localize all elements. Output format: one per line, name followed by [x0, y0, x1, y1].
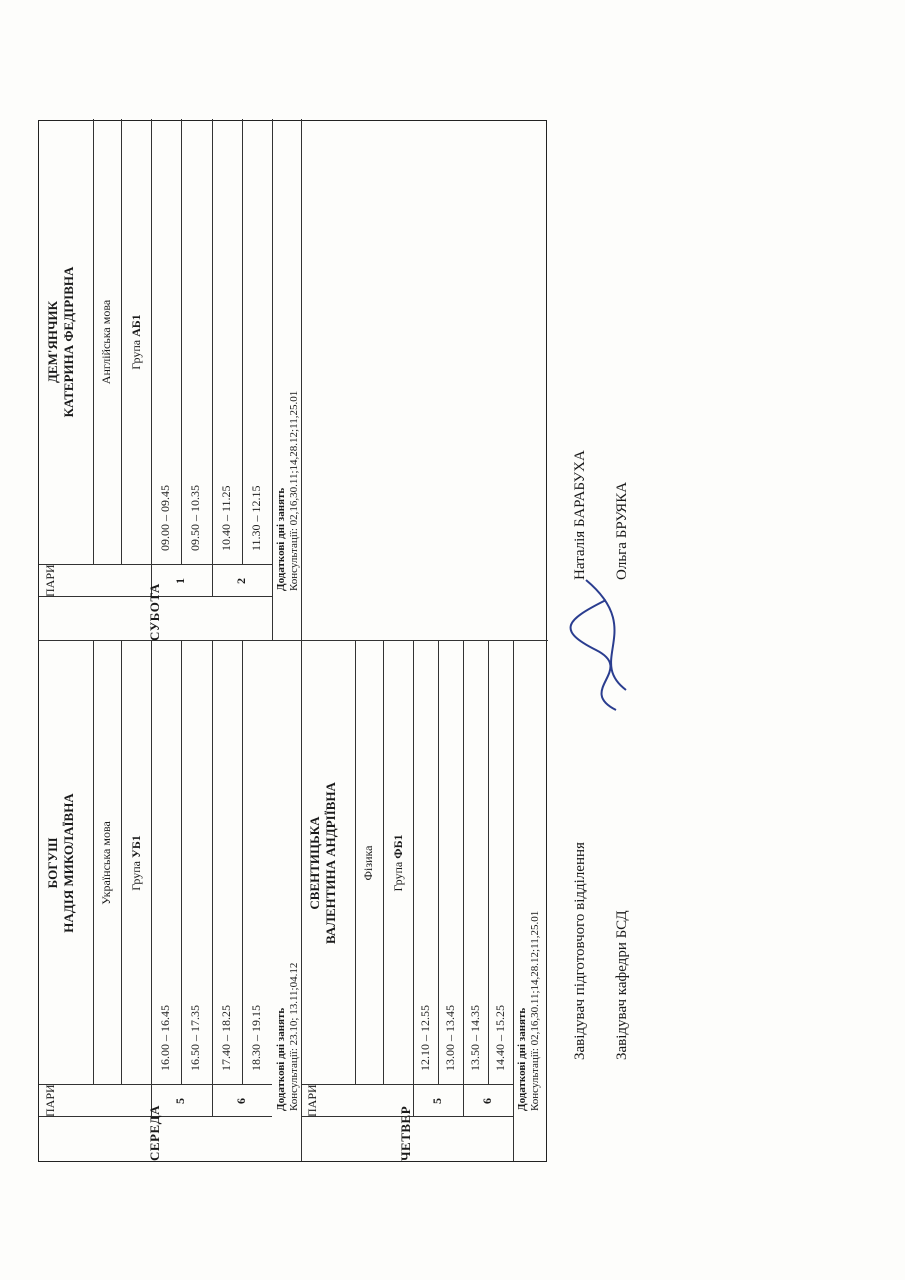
table-line [121, 119, 122, 565]
pair-number-a-thu: 5 [430, 1098, 444, 1104]
time-slot-thu-3: 14.40 – 15.25 [492, 1005, 507, 1071]
pair-number-b-sat: 2 [233, 578, 248, 584]
table-line [212, 641, 213, 1085]
day-label-wed: СЕРЕДА [146, 1104, 162, 1161]
group-wed [129, 641, 144, 1085]
group-code: УБ1 [129, 835, 143, 858]
extra-days-thu: Додаткові дні занять [516, 1007, 528, 1111]
time-slot-sat-2: 10.40 – 11.25 [218, 485, 233, 551]
consultations-thu: Консультації: 02,16,30.11;14,28.12;11,25.01 [529, 910, 541, 1111]
group-sat [129, 119, 144, 565]
group-prefix: Група [129, 857, 143, 891]
footer-name-2: Ольга БРУЯКА [614, 481, 630, 580]
table-line [488, 641, 489, 1085]
footer-role-1: Завідувач підготовчого відділення [572, 842, 588, 1060]
table-line [121, 641, 122, 1085]
pair-number-b-wed: 6 [233, 1098, 248, 1104]
group-prefix: Група [129, 336, 143, 370]
table-line [383, 641, 384, 1085]
table-line [242, 119, 243, 565]
time-slot-thu-0: 12.10 – 12.55 [417, 1005, 432, 1071]
table-line [355, 641, 356, 1085]
table-line [212, 1085, 213, 1117]
table-line [438, 641, 439, 1085]
table-line [242, 641, 243, 1085]
consultations-sat: Консультації: 02,16,30.11;14,28.12;11,25.01 [288, 390, 300, 591]
table-line [151, 119, 152, 597]
subject-wed: Українська мова [99, 821, 113, 905]
teacher-surname-wed: БОГУШ [45, 837, 60, 889]
time-slot-wed-3: 18.30 – 19.15 [248, 1005, 263, 1071]
teacher-name-wed: НАДІЯ МИКОЛАЇВНА [61, 793, 76, 933]
pairs-header-wed: ПАРИ [43, 1084, 57, 1117]
table-line [212, 119, 213, 565]
subject-thu: Фізика [361, 845, 375, 881]
pairs-header-thu: ПАРИ [305, 1084, 319, 1117]
time-slot-wed-0: 16.00 – 16.45 [158, 1005, 173, 1071]
group-thu [391, 641, 406, 1085]
day-label-sat: СУБОТА [146, 583, 162, 641]
table-line [463, 641, 464, 1085]
pair-number-a-wed: 5 [173, 1098, 188, 1104]
group-prefix: Група [391, 858, 405, 892]
time-slot-sat-0: 09.00 – 09.45 [158, 485, 173, 551]
time-slot-sat-3: 11.30 – 12.15 [248, 485, 263, 551]
subject-sat: Англійська мова [99, 299, 113, 385]
day-label-thu: ЧЕТВЕР [398, 1105, 413, 1161]
teacher-name-sat: КАТЕРИНА ФЕДІРІВНА [61, 266, 76, 418]
pair-number-b-thu: 6 [480, 1098, 494, 1104]
footer-name-1: Наталія БАРАБУХА [572, 450, 588, 580]
signature-icon [556, 570, 656, 720]
footer-role-2: Завідувач кафедри БСД [614, 910, 630, 1060]
table-line [181, 119, 182, 565]
teacher-surname-sat: ДЕМ'ЯНЧИК [45, 300, 60, 384]
consultations-wed: Консультації: 23.10; 13.11;04.12 [288, 962, 300, 1111]
group-code: ФБ1 [391, 834, 405, 859]
time-slot-sat-1: 09.50 – 10.35 [188, 485, 203, 551]
table-line [212, 565, 213, 597]
table-line [93, 641, 94, 1085]
time-slot-thu-2: 13.50 – 14.35 [467, 1005, 482, 1071]
table-line [93, 119, 94, 565]
table-line [463, 1085, 464, 1117]
table-line [151, 641, 152, 1117]
group-code: АБ1 [129, 314, 143, 337]
time-slot-wed-1: 16.50 – 17.35 [188, 1005, 203, 1071]
pairs-header-sat: ПАРИ [43, 564, 57, 597]
extra-days-sat: Додаткові дні занять [275, 487, 287, 591]
table-line [513, 641, 514, 1161]
table-line [413, 641, 414, 1117]
table-line [39, 640, 548, 641]
table-line [272, 119, 273, 641]
extra-days-wed: Додаткові дні занять [275, 1007, 287, 1111]
teacher-name-thu: ВАЛЕНТИНА АНДРІЇВНА [323, 782, 338, 944]
teacher-surname-thu: СВЕНТИЦЬКА [307, 816, 322, 910]
schedule-table [38, 120, 547, 1162]
table-line [181, 641, 182, 1085]
table-line [301, 119, 302, 1161]
pair-number-a-sat: 1 [173, 578, 188, 584]
time-slot-wed-2: 17.40 – 18.25 [218, 1005, 233, 1071]
time-slot-thu-1: 13.00 – 13.45 [442, 1005, 457, 1071]
